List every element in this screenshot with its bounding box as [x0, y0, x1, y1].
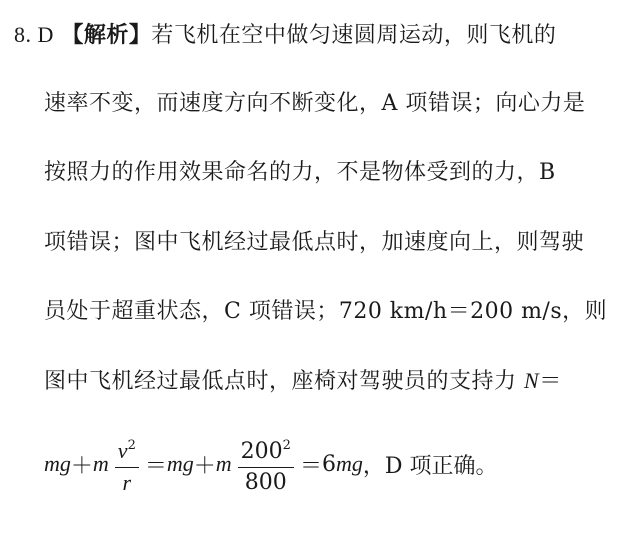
line-3-text: 按照力的作用效果命名的力，不是物体受到的力，B: [44, 160, 556, 185]
solution-line-4: [44, 226, 629, 260]
line-1-text: 若飞机在空中做匀速圆周运动，则飞机的: [151, 23, 557, 48]
force-formula: [44, 424, 497, 504]
fraction-200-squared-over-800: [238, 431, 294, 498]
formula-plus-2: ＋: [193, 453, 216, 479]
fraction-1-numerator: $v^2$: [117, 437, 136, 463]
fraction-1-denominator: r: [122, 469, 132, 495]
question-number: 8. D: [14, 22, 54, 47]
solution-line-1: [14, 18, 629, 52]
formula-equals-1: ＝: [144, 453, 167, 479]
formula-equals-2: ＝: [299, 453, 322, 479]
line-5-text: 员处于超重状态，C 项错误；720 km/h＝200 m/s，则: [44, 299, 608, 324]
formula-plus-1: ＋: [70, 453, 93, 479]
support-force-variable: N: [524, 368, 540, 393]
conclusion-text: ，D 项正确。: [362, 453, 498, 479]
formula-m-2: m: [215, 451, 232, 476]
formula-mg-1: mg: [44, 451, 71, 476]
formula-m-1: m: [92, 451, 109, 476]
equals-sign: ＝: [539, 369, 562, 394]
formula-mg-2: mg: [166, 451, 194, 476]
analysis-tag: 【解析】: [61, 23, 152, 48]
solution-line-6: [44, 364, 629, 398]
solution-line-5: [44, 295, 629, 329]
line-6-text: 图中飞机经过最低点时，座椅对驾驶员的支持力: [44, 369, 524, 394]
line-4-text: 项错误；图中飞机经过最低点时，加速度向上，则驾驶: [44, 230, 585, 255]
fraction-2-numerator: $200^2$: [240, 437, 291, 464]
fraction-2-denominator: 800: [244, 469, 287, 495]
result-mg: mg: [335, 451, 363, 476]
solution-line-2: [44, 87, 629, 121]
result-coefficient: 6: [321, 451, 336, 477]
line-2-text: 速率不变，而速度方向不断变化，A 项错误；向心力是: [44, 91, 586, 116]
solution-line-3: [44, 156, 629, 190]
fraction-v-squared-over-r: [115, 431, 139, 498]
